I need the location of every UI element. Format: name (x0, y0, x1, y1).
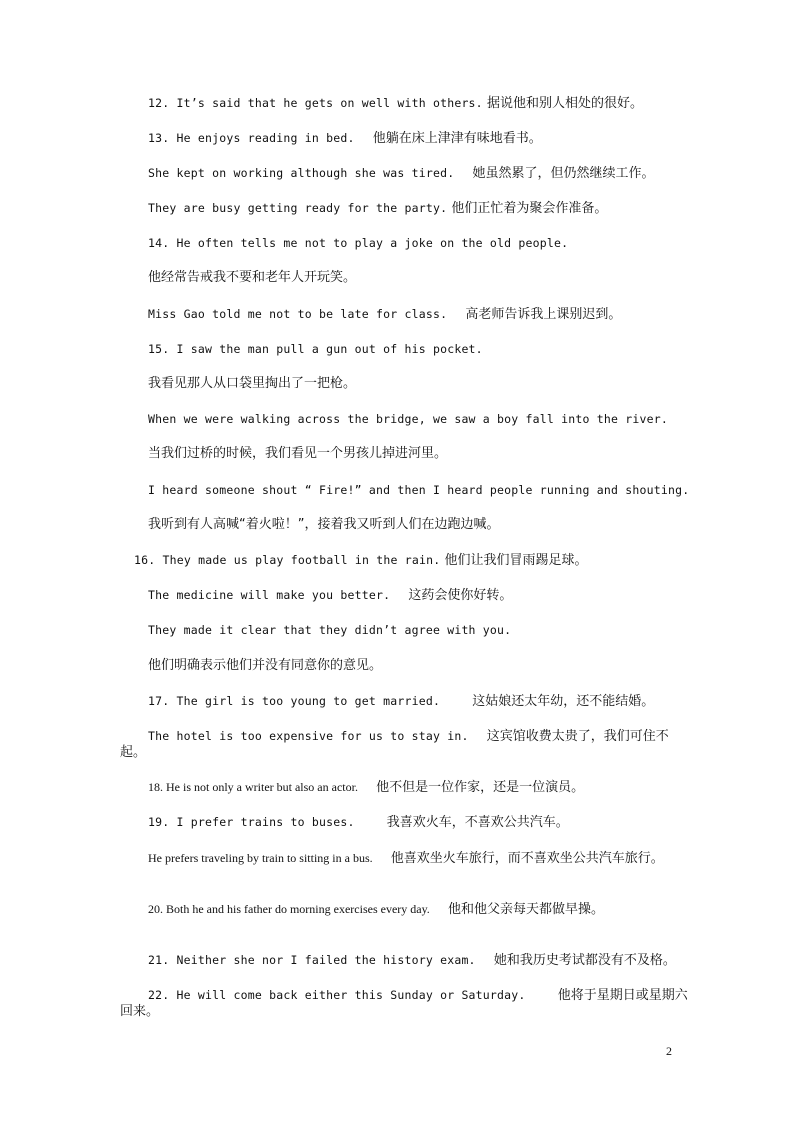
chinese-text: 我喜欢火车，不喜欢公共汽车。 (386, 815, 569, 830)
english-text: When we were walking across the bridge, we saw a boy fall into the river. (148, 412, 669, 426)
sentence-line (148, 270, 794, 286)
chinese-text: 高老师告诉我上课别迟到。 (465, 307, 622, 322)
chinese-text: 我听到有人高喊“着火啦！”，接着我又听到人们在边跑边喊。 (148, 517, 500, 532)
sentence-line (148, 952, 794, 969)
sentence-line (120, 901, 692, 918)
english-text: They made it clear that they didn’t agree with you. (148, 623, 512, 637)
english-text: 12. It’s said that he gets on well with others. (148, 96, 483, 110)
sentence-line (148, 200, 794, 217)
chinese-text: 他躺在床上津津有味地看书。 (372, 131, 542, 146)
sentence-line (148, 517, 794, 533)
chinese-text: 当我们过桥的时候，我们看见一个男孩儿掉进河里。 (148, 446, 448, 461)
sentence-line (120, 728, 692, 761)
chinese-text: 据说他和别人相处的很好。 (486, 96, 643, 111)
chinese-text: 这宾馆收费太贵了，我们可住不起。 (120, 729, 669, 760)
chinese-text: 他们让我们冒雨踢足球。 (444, 553, 588, 568)
sentence-line (148, 95, 794, 112)
sentence-line (148, 482, 794, 499)
sentence-line (148, 411, 794, 428)
chinese-text: 他们正忙着为聚会作准备。 (451, 201, 608, 216)
sentence-line (148, 814, 794, 831)
chinese-text: 他和他父亲每天都做早操。 (447, 902, 604, 917)
english-text: 17. The girl is too young to get married. (148, 694, 441, 708)
page-number: 2 (666, 1044, 672, 1058)
english-text: I heard someone shout “ Fire!” and then I heard people running and shouting. (148, 483, 690, 497)
english-text: 20. Both he and his father do morning exercises every day. (148, 902, 430, 916)
sentence-line (148, 235, 794, 252)
sentence-line (148, 658, 794, 674)
sentence-line (148, 693, 794, 710)
english-text: 19. I prefer trains to buses. (148, 815, 355, 829)
english-text: He prefers traveling by train to sitting in a bus. (148, 851, 373, 865)
chinese-text: 她虽然累了，但仍然继续工作。 (472, 166, 655, 181)
sentence-line (120, 850, 692, 867)
chinese-text: 他们明确表示他们并没有同意你的意见。 (148, 658, 383, 673)
english-text: 22. He will come back either this Sunday or Saturday. (148, 988, 526, 1002)
english-text: 13. He enjoys reading in bed. (148, 131, 355, 145)
chinese-text: 这药会使你好转。 (408, 588, 513, 603)
chinese-text: 他经常告戒我不要和老年人开玩笑。 (148, 270, 357, 285)
chinese-text: 我看见那人从口袋里掏出了一把枪。 (148, 376, 357, 391)
english-text: 18. He is not only a writer but also an actor. (148, 780, 358, 794)
english-text: She kept on working although she was tired. (148, 166, 455, 180)
sentence-line (148, 130, 794, 147)
sentence-line (148, 587, 794, 604)
sentence-line (134, 552, 794, 569)
chinese-text: 这姑娘还太年幼，还不能结婚。 (472, 694, 655, 709)
chinese-text: 他不但是一位作家，还是一位演员。 (376, 780, 585, 795)
sentence-line (148, 779, 794, 796)
chinese-text: 她和我历史考试都没有不及格。 (493, 953, 676, 968)
english-text: 15. I saw the man pull a gun out of his pocket. (148, 342, 483, 356)
english-text: They are busy getting ready for the party. (148, 201, 448, 215)
english-text: 14. He often tells me not to play a joke on the old people. (148, 236, 569, 250)
english-text: 16. They made us play football in the rain. (134, 553, 441, 567)
sentence-line (120, 987, 692, 1020)
sentence-line (148, 622, 794, 639)
sentence-line (148, 306, 794, 323)
english-text: The medicine will make you better. (148, 588, 391, 602)
english-text: Miss Gao told me not to be late for class. (148, 307, 448, 321)
chinese-text: 他喜欢坐火车旅行，而不喜欢坐公共汽车旅行。 (390, 851, 664, 866)
sentence-line (148, 376, 794, 392)
sentence-line (148, 446, 794, 462)
chinese-text: 他将于星期日或星期六回来。 (120, 988, 688, 1019)
sentence-line (148, 341, 794, 358)
english-text: The hotel is too expensive for us to stay in. (148, 729, 469, 743)
sentence-line (148, 165, 794, 182)
english-text: 21. Neither she nor I failed the history exam. (148, 953, 476, 967)
